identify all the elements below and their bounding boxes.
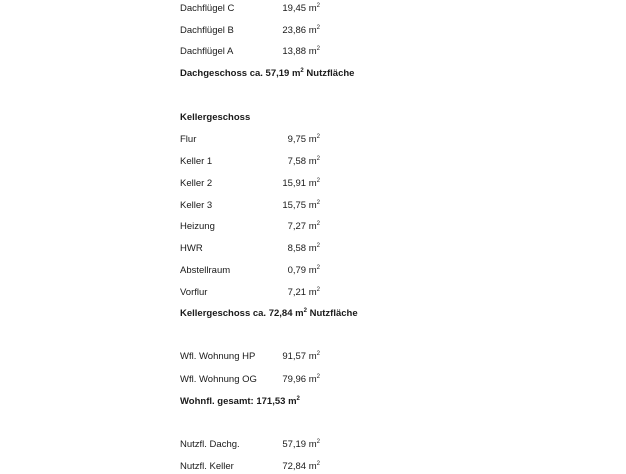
keller-row-value: 15,75 $m^2$ xyxy=(282,200,320,211)
unit-exponent: 2 xyxy=(316,221,320,227)
unit-label: $m^2$ xyxy=(308,25,320,36)
unit-exponent: 2 xyxy=(316,200,320,206)
unit-label: $m^2$ xyxy=(295,308,307,319)
keller-row-value: 9,75 $m^2$ xyxy=(287,134,320,145)
unit-label: $m^2$ xyxy=(291,68,304,79)
keller-total-suffix: Nutzfläche xyxy=(309,308,358,319)
wohn-row-value: 79,96 $m^2$ xyxy=(282,374,320,385)
keller-row-value: 8,58 $m^2$ xyxy=(287,243,320,254)
keller-row-value: 15,91 $m^2$ xyxy=(282,178,320,189)
dach-row-value: 13,88 $m^2$ xyxy=(282,46,320,57)
unit-exponent: 2 xyxy=(316,3,320,9)
unit-label: $m^2$ xyxy=(308,243,320,254)
unit-label: $m^2$ xyxy=(308,221,320,232)
dach-row-value: 19,45 $m^2$ xyxy=(282,3,320,14)
keller-row xyxy=(180,155,320,169)
wohn-row xyxy=(180,350,320,364)
unit-exponent: 2 xyxy=(316,243,320,249)
unit-exponent: 2 xyxy=(316,156,320,162)
dach-total-suffix: Nutzfläche xyxy=(306,68,355,79)
keller-heading: Kellergeschoss xyxy=(180,112,251,123)
wohn-total-label: Wohnfl. gesamt: xyxy=(180,396,254,407)
unit-label: $m^2$ xyxy=(288,396,300,407)
keller-row-label: Keller 1 xyxy=(180,156,213,167)
unit-exponent: 2 xyxy=(316,287,320,293)
unit-exponent: 2 xyxy=(316,265,320,271)
keller-row xyxy=(180,199,320,213)
unit-exponent: 2 xyxy=(296,396,300,402)
wohn-total-value: 171,53 xyxy=(256,396,286,407)
keller-row xyxy=(180,242,320,256)
keller-total-value: 72,84 xyxy=(268,308,293,319)
wohn-total xyxy=(180,395,300,409)
unit-label: $m^2$ xyxy=(308,265,320,276)
keller-row-label: Keller 2 xyxy=(180,178,213,189)
dach-row xyxy=(180,45,320,59)
wohn-row xyxy=(180,373,320,387)
keller-row-value: 7,21 $m^2$ xyxy=(287,287,320,298)
keller-row xyxy=(180,177,320,191)
nutz-row-value: 72,84 $m^2$ xyxy=(282,461,320,472)
dach-row-label: Dachflügel A xyxy=(180,46,234,57)
keller-total xyxy=(180,307,358,321)
unit-exponent: 2 xyxy=(316,461,320,467)
keller-row-value: 0,79 $m^2$ xyxy=(287,265,320,276)
dach-total-value: 57,19 xyxy=(265,68,290,79)
keller-row xyxy=(180,220,320,234)
wohn-row-value: 91,57 $m^2$ xyxy=(282,351,320,362)
unit-label: $m^2$ xyxy=(308,156,320,167)
wohn-row-label: Wfl. Wohnung OG xyxy=(180,374,257,385)
nutz-row-value: 57,19 $m^2$ xyxy=(282,439,320,450)
dach-row-label: Dachflügel C xyxy=(180,3,235,14)
keller-row-label: Abstellraum xyxy=(180,265,231,276)
keller-row-label: Heizung xyxy=(180,221,215,232)
keller-row xyxy=(180,133,320,147)
dach-row-value: 23,86 $m^2$ xyxy=(282,25,320,36)
keller-row xyxy=(180,286,320,300)
unit-label: $m^2$ xyxy=(308,351,320,362)
dach-row-label: Dachflügel B xyxy=(180,25,234,36)
dach-total-label: Dachgeschoss ca. xyxy=(180,68,263,79)
unit-exponent: 2 xyxy=(303,308,307,314)
unit-label: $m^2$ xyxy=(308,3,320,14)
unit-exponent: 2 xyxy=(316,134,320,140)
unit-label: $m^2$ xyxy=(308,46,320,57)
dach-row xyxy=(180,2,320,16)
unit-label: $m^2$ xyxy=(308,287,320,298)
unit-exponent: 2 xyxy=(316,439,320,445)
dach-total xyxy=(180,67,354,81)
unit-exponent: 2 xyxy=(316,25,320,31)
nutz-row-label: Nutzfl. Dachg. xyxy=(180,439,240,450)
unit-exponent: 2 xyxy=(316,46,320,52)
unit-exponent: 2 xyxy=(316,351,320,357)
unit-label: $m^2$ xyxy=(308,200,320,211)
nutz-row-label: Nutzfl. Keller xyxy=(180,461,234,472)
keller-row-value: 7,27 $m^2$ xyxy=(287,221,320,232)
unit-label: $m^2$ xyxy=(308,178,320,189)
nutz-row xyxy=(180,460,320,474)
keller-row-label: Vorflur xyxy=(180,287,208,298)
keller-row-value: 7,58 $m^2$ xyxy=(287,156,320,167)
unit-exponent: 2 xyxy=(300,68,304,74)
unit-label: $m^2$ xyxy=(308,374,320,385)
wohn-row-label: Wfl. Wohnung HP xyxy=(180,351,256,362)
keller-total-label: Kellergeschoss ca. xyxy=(180,308,267,319)
unit-label: $m^2$ xyxy=(308,134,320,145)
unit-exponent: 2 xyxy=(316,178,320,184)
keller-row-label: Keller 3 xyxy=(180,200,213,211)
unit-label: $m^2$ xyxy=(308,439,320,450)
dach-row xyxy=(180,24,320,38)
keller-row-label: HWR xyxy=(180,243,203,254)
unit-label: $m^2$ xyxy=(308,461,320,472)
keller-row xyxy=(180,264,320,278)
keller-row-label: Flur xyxy=(180,134,197,145)
unit-exponent: 2 xyxy=(316,374,320,380)
nutz-row xyxy=(180,438,320,452)
